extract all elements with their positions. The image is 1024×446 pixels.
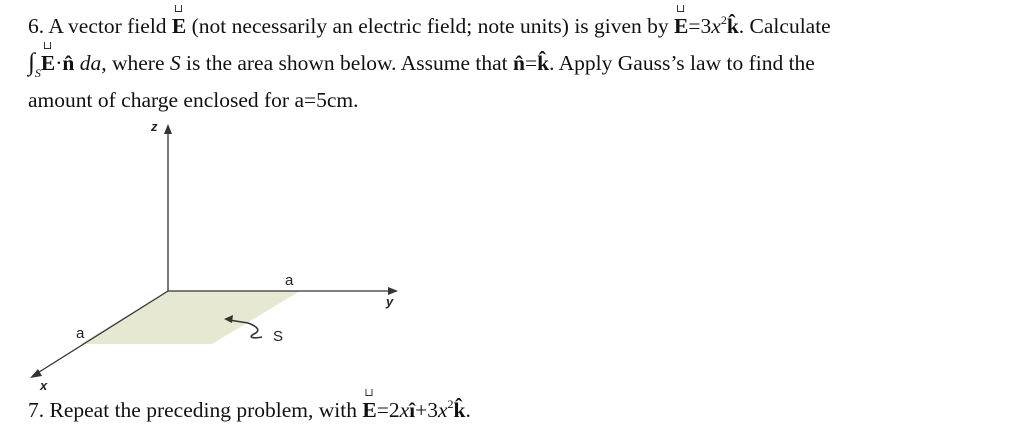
text-segment: , where bbox=[101, 51, 170, 75]
vector-e-symbol bbox=[40, 40, 56, 81]
unit-vector-i: î bbox=[409, 398, 416, 422]
vector-e-letter: E bbox=[171, 14, 187, 38]
coefficient: 3 bbox=[700, 14, 712, 38]
equals-sign: = bbox=[376, 398, 389, 422]
z-axis-label: z bbox=[151, 119, 158, 134]
exponent: 2 bbox=[447, 397, 454, 411]
integral-sign: ∫ bbox=[28, 49, 35, 76]
problem-6-line-1 bbox=[28, 3, 1008, 45]
text-segment: is the area shown below. Assume that bbox=[180, 51, 514, 75]
unit-vector-k: k̂ bbox=[537, 51, 550, 75]
text-segment: (not necessarily an electric field; note units) is given by bbox=[186, 14, 675, 38]
equals-sign: = bbox=[524, 51, 538, 75]
equals-sign: = bbox=[688, 14, 701, 38]
vector-e-letter: E bbox=[40, 51, 56, 75]
problem-6-line-3: amount of charge enclosed for a=5cm. bbox=[28, 88, 359, 112]
vector-e-symbol bbox=[171, 3, 187, 44]
unit-vector-k: k̂ bbox=[453, 398, 466, 422]
surface-label: S bbox=[273, 328, 284, 345]
exponent: 2 bbox=[720, 13, 727, 27]
variable-x: x bbox=[399, 398, 410, 422]
coefficient: 3 bbox=[427, 398, 438, 422]
vector-arrow-icon: ⊔ bbox=[42, 40, 53, 52]
y-axis-label: y bbox=[386, 294, 394, 309]
x-axis-label: x bbox=[40, 378, 48, 393]
problem-number: 6. bbox=[28, 14, 45, 38]
text-segment: . Apply Gauss’s law to find the bbox=[549, 51, 815, 75]
problem-6-line-2 bbox=[28, 40, 1008, 82]
vector-e-symbol bbox=[674, 3, 689, 44]
surface-s bbox=[80, 291, 300, 344]
area-element: da bbox=[79, 51, 102, 75]
side-length-label-top: a bbox=[285, 272, 294, 289]
dot-operator: · bbox=[55, 51, 63, 75]
vector-arrow-icon: ⊔ bbox=[676, 3, 686, 15]
unit-normal-n: n̂ bbox=[62, 51, 75, 75]
surface-pointer-curve bbox=[248, 323, 262, 338]
problem-6 bbox=[28, 3, 1008, 119]
text-segment: A vector field bbox=[48, 14, 172, 38]
unit-normal-n: n̂ bbox=[513, 51, 525, 75]
vector-e-symbol bbox=[362, 387, 377, 428]
surface-figure bbox=[0, 115, 420, 395]
vector-e-letter: E bbox=[674, 14, 689, 38]
problem-7 bbox=[28, 387, 471, 429]
z-axis-arrowhead bbox=[164, 124, 172, 134]
variable-x: x bbox=[711, 14, 721, 38]
integral-subscript: S bbox=[34, 66, 41, 80]
vector-arrow-icon: ⊔ bbox=[173, 3, 184, 15]
text-segment: Repeat the preceding problem, with bbox=[44, 398, 363, 422]
vector-arrow-icon: ⊔ bbox=[364, 387, 374, 399]
x-axis-arrowhead bbox=[30, 369, 42, 378]
coefficient: 2 bbox=[388, 398, 400, 422]
vector-e-letter: E bbox=[362, 398, 377, 422]
text-segment: . Calculate bbox=[738, 14, 831, 38]
side-length-label-left: a bbox=[76, 325, 85, 342]
variable-x: x bbox=[438, 398, 448, 422]
problem-number: 7. bbox=[28, 398, 45, 422]
plus-sign: + bbox=[415, 398, 428, 422]
unit-vector-k: k̂ bbox=[726, 14, 739, 38]
problem-7-line-1 bbox=[28, 387, 471, 429]
surface-symbol: S bbox=[169, 51, 181, 75]
text-segment: . bbox=[465, 398, 471, 422]
